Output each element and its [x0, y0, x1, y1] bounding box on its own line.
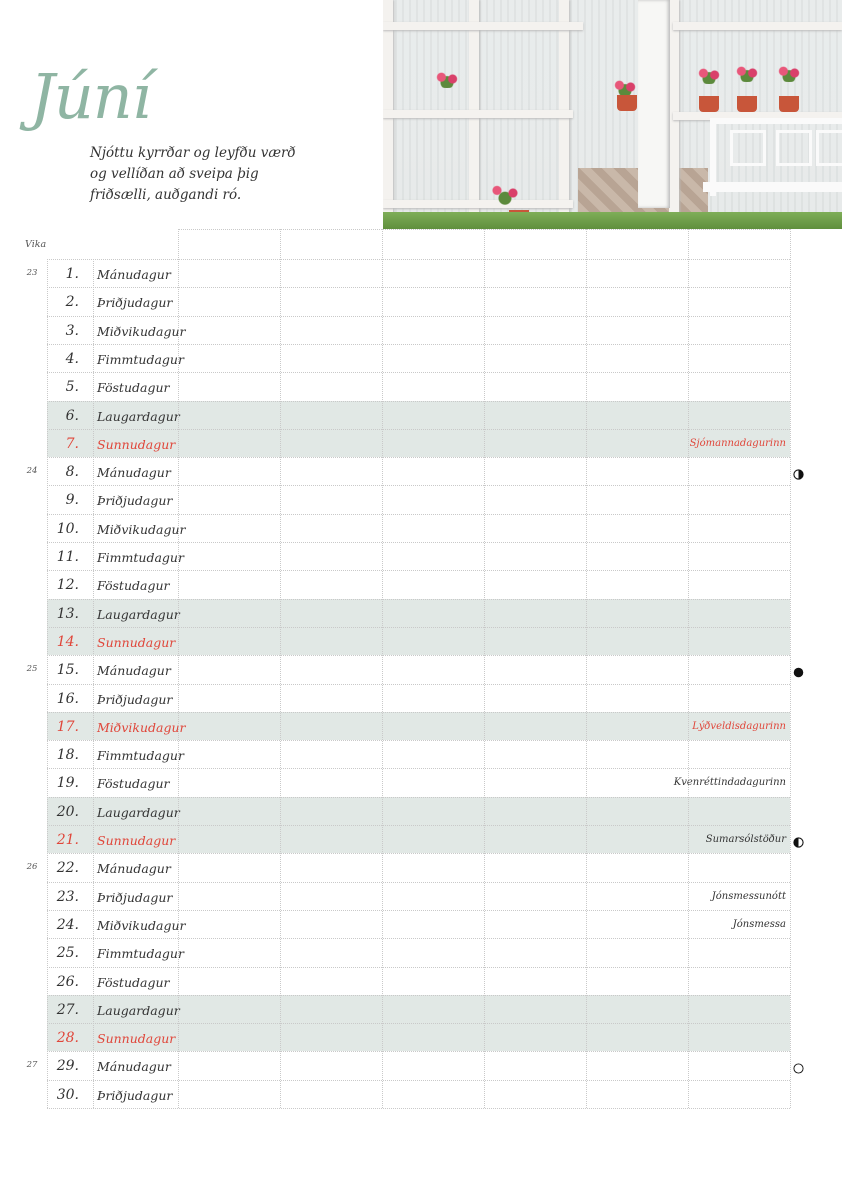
day-name: Föstudagur	[97, 776, 170, 792]
row-divider	[47, 344, 790, 345]
calendar-row	[47, 797, 790, 825]
row-divider	[47, 542, 790, 543]
row-divider	[47, 457, 790, 458]
new-moon-icon	[793, 663, 804, 674]
day-number: 19.	[56, 775, 79, 792]
day-number: 21.	[56, 832, 79, 848]
first-quarter-icon	[793, 465, 804, 476]
day-number: 11.	[56, 549, 79, 565]
day-name: Laugardagur	[97, 1002, 180, 1018]
day-number: 2.	[65, 294, 79, 311]
calendar-row	[47, 514, 790, 542]
calendar-row	[47, 910, 790, 938]
day-name: Miðvikudagur	[97, 719, 186, 735]
calendar-row	[47, 372, 790, 400]
row-divider	[47, 570, 790, 571]
calendar-row	[47, 259, 790, 287]
day-name: Laugardagur	[97, 606, 180, 622]
day-number: 25.	[56, 945, 79, 962]
day-number: 8.	[65, 464, 79, 481]
row-divider	[47, 1108, 790, 1109]
calendar-row	[47, 542, 790, 570]
row-divider	[47, 938, 790, 939]
calendar-row	[47, 655, 790, 683]
column-divider	[688, 229, 689, 1108]
day-name: Fimmtudagur	[97, 351, 184, 367]
row-divider	[47, 627, 790, 628]
day-name: Fimmtudagur	[97, 946, 184, 962]
day-number: 18.	[56, 747, 79, 764]
day-name: Mánudagur	[97, 663, 171, 679]
calendar-row	[47, 740, 790, 768]
week-number: 26	[26, 862, 38, 873]
row-divider	[47, 1051, 790, 1052]
calendar-row	[47, 457, 790, 485]
column-divider	[382, 229, 383, 1108]
calendar-row	[47, 882, 790, 910]
day-number: 27.	[56, 1001, 79, 1018]
day-number: 13.	[56, 605, 79, 622]
day-name: Þriðjudagur	[97, 889, 173, 905]
row-divider	[47, 768, 790, 769]
day-number: 1.	[65, 266, 79, 282]
day-number: 24.	[56, 916, 79, 933]
week-number: 23	[26, 268, 38, 278]
day-number: 14.	[56, 633, 79, 650]
day-number: 26.	[56, 973, 79, 990]
day-name: Fimmtudagur	[97, 550, 184, 565]
row-divider	[47, 655, 790, 656]
row-divider	[47, 740, 790, 741]
tagline-line: friðsælli, auðgandi ró.	[90, 187, 242, 203]
last-quarter-icon	[793, 833, 804, 844]
day-number: 22.	[56, 860, 79, 877]
row-divider	[47, 429, 790, 430]
week-number: 24	[26, 466, 38, 477]
row-divider	[47, 910, 790, 911]
day-number: 6.	[65, 407, 79, 424]
day-number: 3.	[65, 322, 79, 339]
calendar-row	[47, 1051, 790, 1079]
calendar-row	[47, 938, 790, 966]
calendar-row	[47, 853, 790, 881]
row-divider	[47, 401, 790, 402]
column-divider	[93, 259, 94, 1108]
calendar-row	[47, 429, 790, 457]
calendar-row	[47, 768, 790, 796]
holiday-label: Sumarsólstöður	[705, 834, 786, 845]
day-number: 23.	[56, 888, 79, 905]
row-divider	[47, 684, 790, 685]
calendar-row	[47, 995, 790, 1023]
day-name: Fimmtudagur	[97, 748, 184, 764]
calendar-row	[47, 684, 790, 712]
row-divider	[47, 316, 790, 317]
day-name: Mánudagur	[97, 267, 171, 282]
row-divider	[47, 259, 790, 260]
day-number: 10.	[56, 520, 79, 537]
week-number: 25	[26, 664, 38, 675]
day-name: Sunnudagur	[97, 833, 176, 848]
row-divider	[47, 882, 790, 883]
day-name: Föstudagur	[97, 380, 170, 396]
calendar-row	[47, 485, 790, 513]
tagline-line: Njóttu kyrrðar og leyfðu værð	[90, 145, 296, 161]
day-number: 12.	[56, 577, 79, 594]
column-divider	[484, 229, 485, 1108]
day-name: Þriðjudagur	[97, 691, 173, 707]
row-divider	[47, 1080, 790, 1081]
tagline	[90, 143, 296, 206]
day-number: 5.	[65, 379, 79, 396]
holiday-label: Kvenréttindadagurinn	[673, 777, 786, 789]
holiday-label: Jónsmessunótt	[711, 890, 786, 902]
holiday-label: Sjómannadagurinn	[689, 437, 786, 449]
row-divider	[47, 995, 790, 996]
calendar-row	[47, 1080, 790, 1108]
day-name: Sunnudagur	[97, 1031, 176, 1047]
row-divider	[47, 514, 790, 515]
row-divider	[47, 853, 790, 854]
calendar-row	[47, 967, 790, 995]
row-divider	[47, 712, 790, 713]
day-name: Þriðjudagur	[97, 1087, 173, 1103]
day-number: 4.	[65, 350, 79, 367]
calendar-row	[47, 316, 790, 344]
week-column-label: Vika	[25, 239, 47, 250]
calendar-row	[47, 287, 790, 315]
calendar-row	[47, 627, 790, 655]
tagline-line: og vellíðan að sveipa þig	[90, 166, 259, 182]
calendar-row	[47, 1023, 790, 1051]
calendar-row	[47, 570, 790, 598]
row-divider	[47, 485, 790, 486]
day-name: Mánudagur	[97, 465, 171, 481]
holiday-label: Jónsmessa	[732, 918, 786, 930]
day-name: Þriðjudagur	[97, 295, 173, 311]
day-number: 30.	[56, 1086, 79, 1103]
day-name: Laugardagur	[97, 408, 180, 424]
row-divider	[47, 825, 790, 826]
column-divider	[586, 229, 587, 1108]
day-number: 20.	[56, 803, 79, 820]
day-name: Föstudagur	[97, 578, 170, 594]
row-divider	[47, 967, 790, 968]
porch-photo	[383, 0, 842, 229]
day-number: 29.	[56, 1058, 79, 1075]
month-title: Júní	[30, 60, 151, 133]
full-moon-icon	[793, 1059, 804, 1070]
calendar-row	[47, 401, 790, 429]
holiday-label: Lýðveldisdagurinn	[692, 720, 786, 732]
calendar-row	[47, 825, 790, 853]
column-divider	[280, 229, 281, 1108]
row-divider	[47, 287, 790, 288]
day-name: Sunnudagur	[97, 436, 176, 452]
row-divider	[47, 599, 790, 600]
day-name: Mánudagur	[97, 1059, 171, 1075]
row-divider	[47, 372, 790, 373]
day-name: Föstudagur	[97, 974, 170, 990]
day-number: 9.	[65, 492, 79, 509]
column-divider	[178, 229, 179, 1108]
day-name: Miðvikudagur	[97, 917, 186, 933]
day-number: 15.	[56, 662, 79, 679]
day-number: 17.	[56, 718, 79, 735]
row-divider	[47, 797, 790, 798]
day-name: Sunnudagur	[97, 634, 176, 650]
day-number: 16.	[56, 690, 79, 707]
column-divider	[790, 229, 791, 1108]
row-divider	[47, 1023, 790, 1024]
day-name: Miðvikudagur	[97, 323, 186, 339]
day-number: 7.	[65, 435, 79, 452]
calendar-row	[47, 344, 790, 372]
week-number: 27	[26, 1060, 38, 1071]
calendar-row	[47, 599, 790, 627]
day-name: Miðvikudagur	[97, 521, 186, 537]
day-name: Þriðjudagur	[97, 493, 173, 509]
calendar-row	[47, 712, 790, 740]
day-number: 28.	[56, 1030, 79, 1047]
day-name: Laugardagur	[97, 804, 180, 820]
column-divider	[47, 259, 48, 1108]
day-name: Mánudagur	[97, 861, 171, 877]
